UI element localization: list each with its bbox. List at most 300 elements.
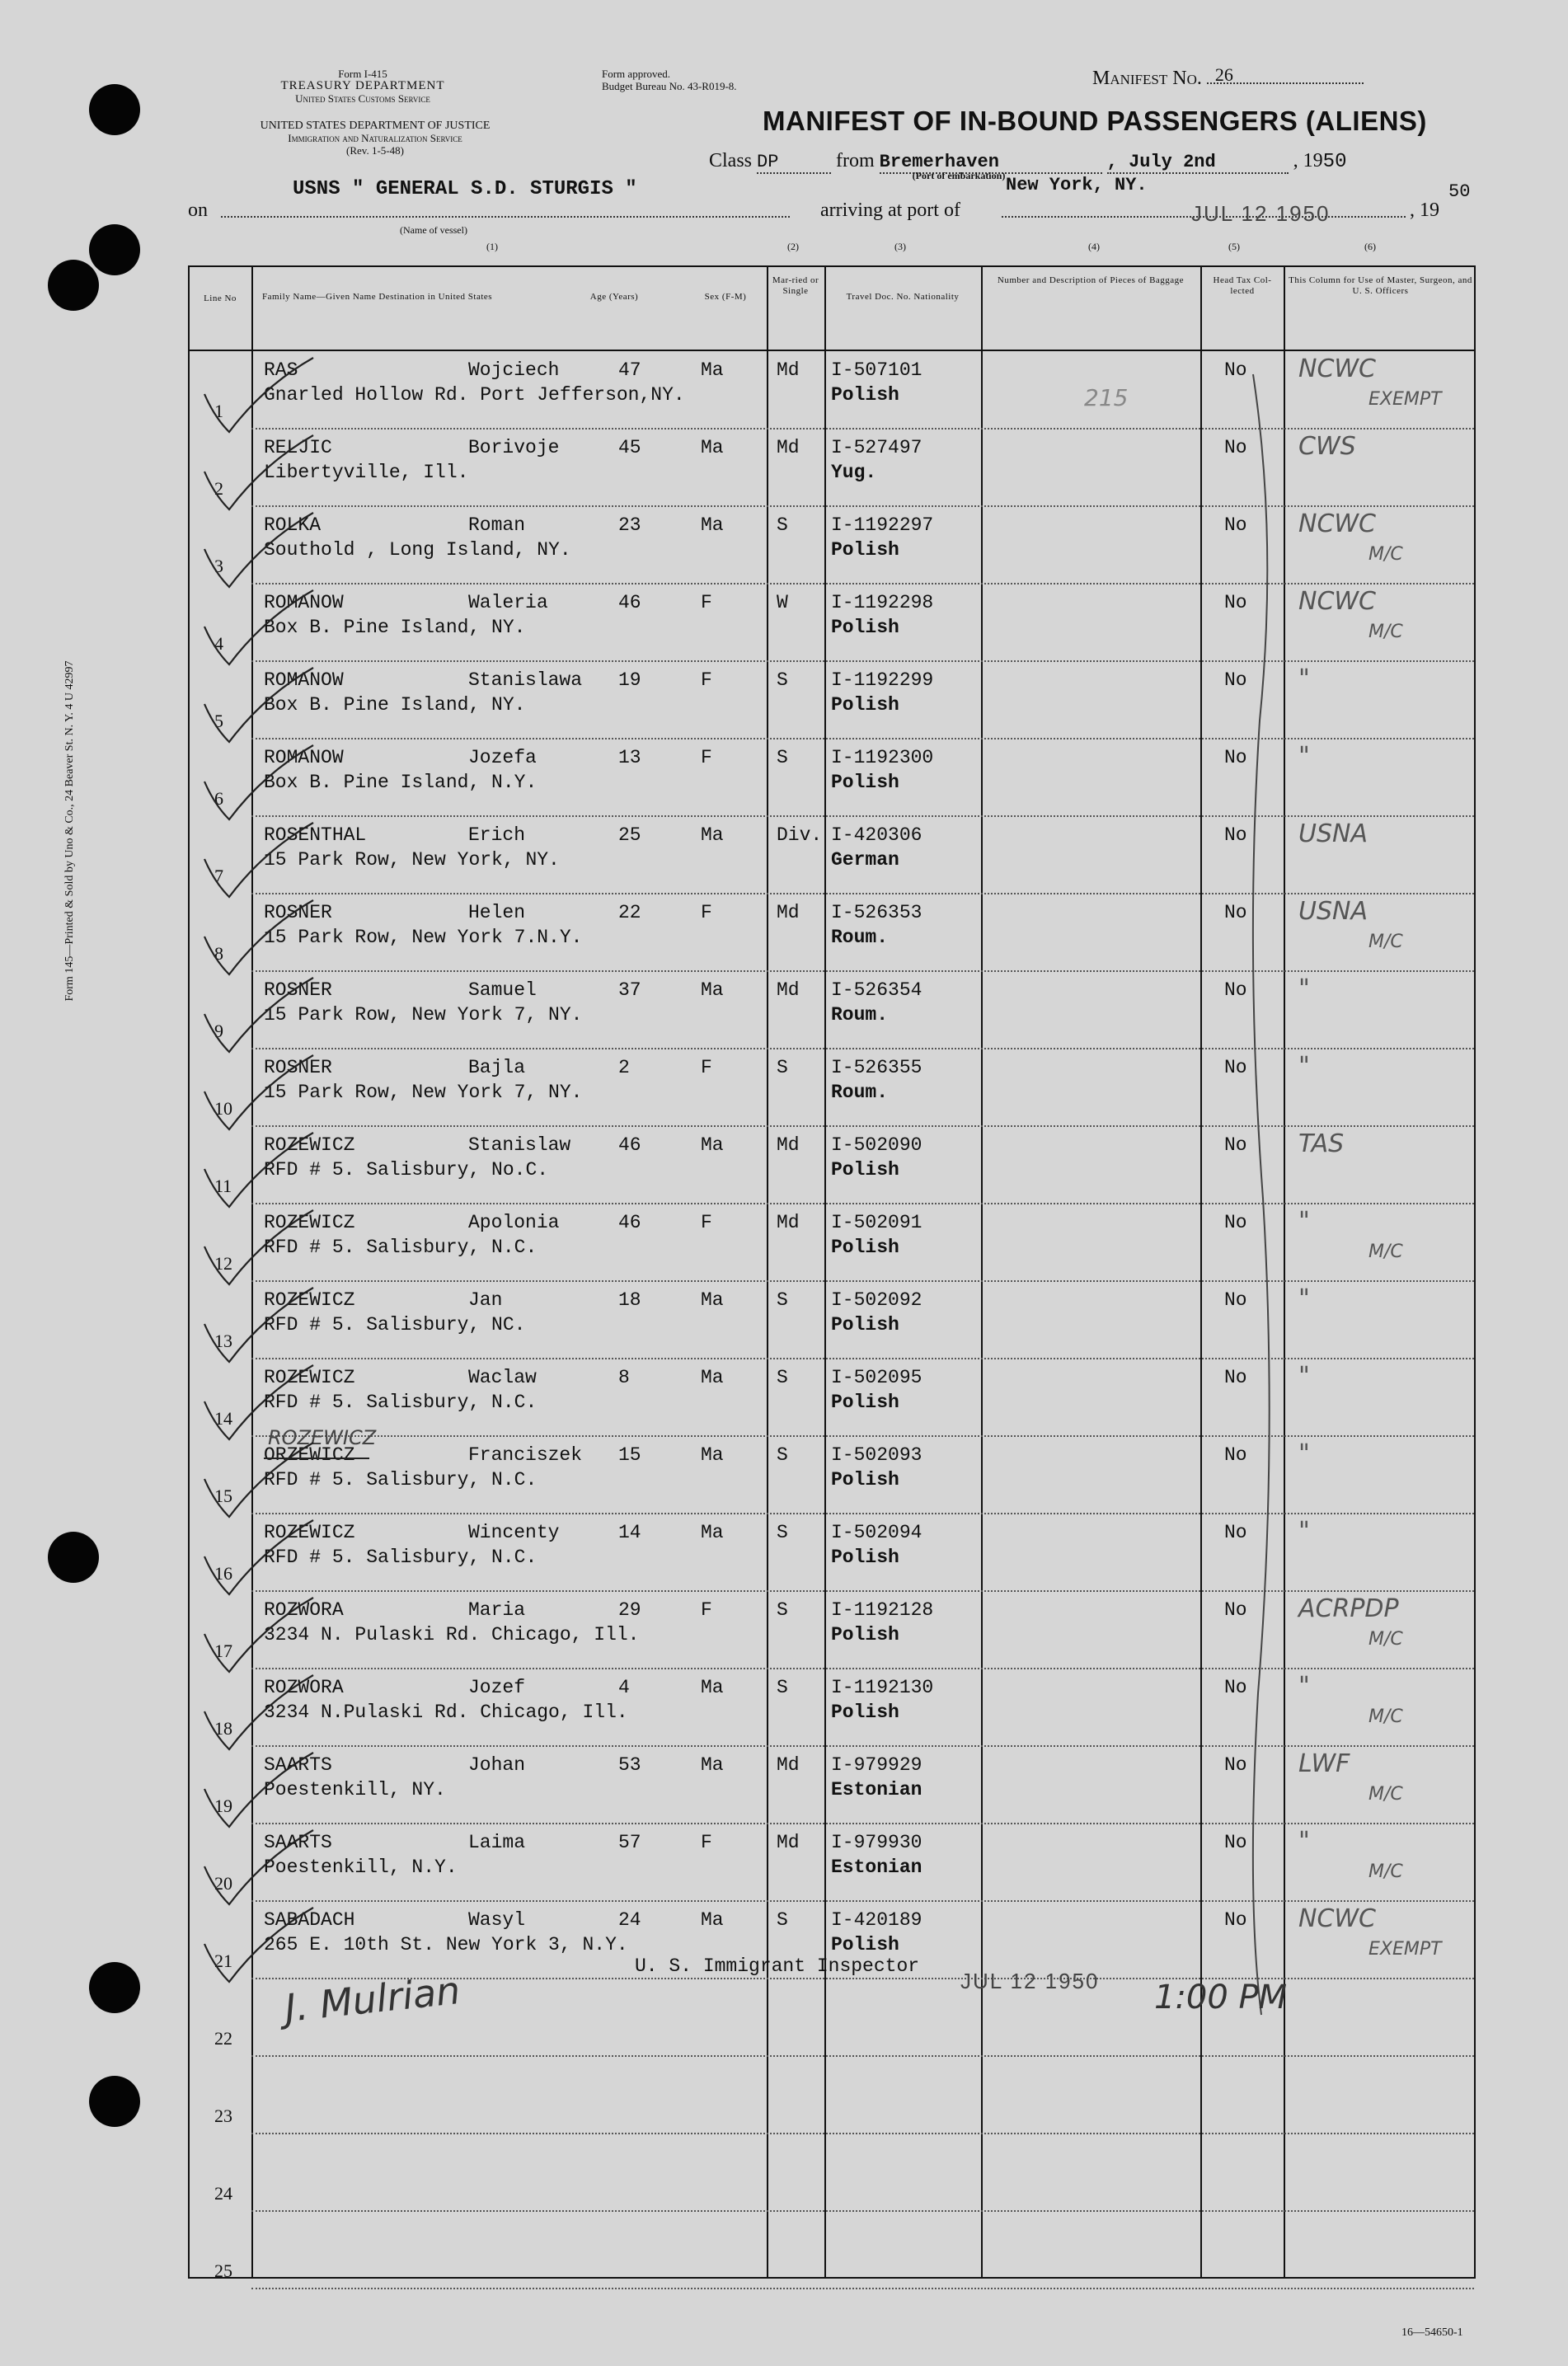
line-number: 17 — [214, 1641, 232, 1661]
family-name: ROZEWICZ — [264, 1289, 355, 1311]
family-name: ROSNER — [264, 1057, 332, 1078]
sex-value: Ma — [701, 824, 724, 846]
destination: RFD # 5. Salisbury, N.C. — [264, 1237, 538, 1258]
travel-doc-number: I-527497 — [831, 437, 922, 458]
destination: 3234 N.Pulaski Rd. Chicago, Ill. — [264, 1702, 628, 1723]
binder-hole — [48, 1532, 99, 1583]
sex-value: F — [701, 1832, 712, 1853]
destination: Poestenkill, NY. — [264, 1779, 446, 1800]
line-number: 24 — [214, 2183, 232, 2204]
destination: 3234 N. Pulaski Rd. Chicago, Ill. — [264, 1624, 640, 1645]
marital-status: Md — [777, 359, 800, 381]
line-number: 3 — [214, 556, 223, 576]
sex-value: Ma — [701, 1677, 724, 1698]
sex-value: F — [701, 669, 712, 691]
destination: RFD # 5. Salisbury, NC. — [264, 1314, 526, 1336]
nationality: Polish — [831, 694, 899, 716]
col-header-married: Mar-ried or Single — [772, 275, 819, 296]
age-value: 29 — [618, 1599, 641, 1621]
col-header-baggage: Number and Description of Pieces of Baggage — [997, 275, 1185, 285]
officer-note: " — [1298, 974, 1310, 1003]
sex-value: F — [701, 902, 712, 923]
age-value: 46 — [618, 592, 641, 613]
marital-status: S — [777, 1677, 788, 1698]
age-value: 47 — [618, 359, 641, 381]
form-number: Form I-415 — [338, 68, 387, 80]
given-name: Stanislaw — [468, 1134, 571, 1156]
head-tax-value: No — [1224, 1289, 1247, 1311]
marital-status: Md — [777, 1832, 800, 1853]
marital-status: W — [777, 592, 788, 613]
col-header-officers: This Column for Use of Master, Surgeon, and U. S. Officers — [1289, 275, 1472, 296]
given-name: Wojciech — [468, 359, 560, 381]
given-name: Franciszek — [468, 1444, 583, 1466]
marital-status: Md — [777, 979, 800, 1001]
family-name: ROZEWICZ — [264, 1134, 355, 1156]
officer-note: " — [1298, 1517, 1310, 1546]
family-name: ROSENTHAL — [264, 824, 367, 846]
empty-table-row — [190, 2213, 1474, 2289]
travel-doc-number: I-502092 — [831, 1289, 922, 1311]
age-value: 45 — [618, 437, 641, 458]
justice-department: UNITED STATES DEPARTMENT OF JUSTICE — [260, 120, 491, 132]
column-number-1: (1) — [486, 241, 498, 252]
age-value: 53 — [618, 1754, 641, 1776]
family-name: ROZEWICZ — [264, 1212, 355, 1233]
departure-date: July 2nd — [1129, 152, 1216, 172]
family-name: ROMANOW — [264, 747, 344, 768]
nationality: Polish — [831, 539, 899, 561]
travel-doc-number: I-507101 — [831, 359, 922, 381]
nationality: Roum. — [831, 927, 889, 948]
family-name: RELJIC — [264, 437, 332, 458]
head-tax-value: No — [1224, 747, 1247, 768]
travel-doc-number: I-502095 — [831, 1367, 922, 1388]
officer-note-2: M/C — [1368, 1706, 1403, 1727]
department: TREASURY DEPARTMENT — [280, 79, 445, 92]
head-tax-value: No — [1224, 669, 1247, 691]
given-name: Bajla — [468, 1057, 526, 1078]
column-number-4: (4) — [1088, 241, 1100, 252]
head-tax-value: No — [1224, 1599, 1247, 1621]
head-tax-value: No — [1224, 1367, 1247, 1388]
marital-status: S — [777, 514, 788, 536]
line-number: 13 — [214, 1331, 232, 1351]
age-value: 2 — [618, 1057, 630, 1078]
officer-note-2: M/C — [1368, 1242, 1403, 1262]
officer-note-2: M/C — [1368, 1861, 1403, 1882]
line-number: 18 — [214, 1718, 232, 1739]
travel-doc-number: I-526354 — [831, 979, 922, 1001]
col-header-sex: Sex (F-M) — [704, 292, 747, 302]
travel-doc-number: I-526353 — [831, 902, 922, 923]
sex-value: Ma — [701, 359, 724, 381]
vessel-name: USNS " GENERAL S.D. STURGIS " — [293, 178, 637, 200]
sex-value: Ma — [701, 1522, 724, 1543]
officer-note-2: M/C — [1368, 932, 1403, 952]
on-label: on — [188, 200, 208, 221]
sex-value: Ma — [701, 979, 724, 1001]
line-number: 20 — [214, 1873, 232, 1894]
binder-hole — [89, 224, 140, 275]
line-number: 8 — [214, 943, 223, 964]
officer-note: TAS — [1298, 1129, 1345, 1158]
family-name: ROSNER — [264, 902, 332, 923]
family-name: ROSNER — [264, 979, 332, 1001]
marital-status: Md — [777, 1212, 800, 1233]
nationality: Polish — [831, 1547, 899, 1568]
inspector-signature: J. Mulrian — [282, 1967, 462, 2031]
destination: Box B. Pine Island, NY. — [264, 694, 526, 716]
marital-status: S — [777, 1444, 788, 1466]
marital-status: S — [777, 1057, 788, 1078]
sex-value: Ma — [701, 1134, 724, 1156]
age-value: 46 — [618, 1134, 641, 1156]
destination: 15 Park Row, New York 7, NY. — [264, 1004, 583, 1026]
line-number: 1 — [214, 401, 223, 421]
head-tax-value: No — [1224, 902, 1247, 923]
arrival-year-value: 50 — [1448, 181, 1471, 202]
marital-status: Md — [777, 902, 800, 923]
nationality: Estonian — [831, 1779, 922, 1800]
justice-identity — [190, 120, 561, 157]
col-header-name: Family Name—Given Name Destination in United States — [262, 292, 493, 302]
sex-value: Ma — [701, 1909, 724, 1931]
marital-status: S — [777, 669, 788, 691]
line-number: 11 — [214, 1176, 232, 1196]
manifest-title: MANIFEST OF IN-BOUND PASSENGERS (ALIENS) — [763, 106, 1427, 136]
col-header-age: Age (Years) — [589, 292, 639, 302]
given-name: Laima — [468, 1832, 526, 1853]
family-name: ROZWORA — [264, 1599, 344, 1621]
destination: RFD # 5. Salisbury, N.C. — [264, 1392, 538, 1413]
sex-value: Ma — [701, 1754, 724, 1776]
marital-status: S — [777, 1522, 788, 1543]
family-name: ROZEWICZ — [264, 1367, 355, 1388]
column-number-6: (6) — [1364, 241, 1376, 252]
officer-note: NCWC — [1298, 509, 1376, 538]
officer-note-2: M/C — [1368, 622, 1403, 642]
nationality: Roum. — [831, 1082, 889, 1103]
given-name: Stanislawa — [468, 669, 583, 691]
given-name: Maria — [468, 1599, 526, 1621]
travel-doc-number: I-502093 — [831, 1444, 922, 1466]
given-name: Wincenty — [468, 1522, 560, 1543]
destination: Box B. Pine Island, NY. — [264, 617, 526, 638]
embark-note: (Port of embarkation) — [912, 170, 1006, 181]
given-name: Roman — [468, 514, 526, 536]
head-tax-value: No — [1224, 1909, 1247, 1931]
inspector-title: U. S. Immigrant Inspector — [635, 1955, 920, 1977]
empty-table-row — [190, 2135, 1474, 2212]
given-name: Jozef — [468, 1677, 526, 1698]
given-name: Wasyl — [468, 1909, 526, 1931]
ins-service: Immigration and Naturalization Service — [288, 132, 462, 144]
marital-status: Md — [777, 1134, 800, 1156]
class-value: DP — [757, 152, 779, 172]
destination: 15 Park Row, New York 7, NY. — [264, 1082, 583, 1103]
nationality: Polish — [831, 1702, 899, 1723]
travel-doc-number: I-979929 — [831, 1754, 922, 1776]
officer-note: " — [1298, 1052, 1310, 1081]
form-approved: Form approved. — [602, 68, 671, 80]
travel-doc-number: I-502091 — [831, 1212, 922, 1233]
line-number: 10 — [214, 1098, 232, 1119]
officer-note: LWF — [1298, 1749, 1350, 1778]
customs-service: United States Customs Service — [295, 92, 430, 105]
sex-value: Ma — [701, 514, 724, 536]
family-name: ORZEWICZ — [264, 1444, 355, 1466]
age-value: 46 — [618, 1212, 641, 1233]
travel-doc-number: I-526355 — [831, 1057, 922, 1078]
line-number: 4 — [214, 633, 223, 654]
age-value: 13 — [618, 747, 641, 768]
nationality: Polish — [831, 1314, 899, 1336]
travel-doc-number: I-420189 — [831, 1909, 922, 1931]
head-tax-value: No — [1224, 359, 1247, 381]
col-header-line: Line No — [204, 293, 237, 303]
destination: Southold , Long Island, NY. — [264, 539, 571, 561]
officer-note: NCWC — [1298, 587, 1376, 616]
officer-note: ACRPDP — [1298, 1594, 1399, 1623]
travel-doc-number: I-1192297 — [831, 514, 934, 536]
given-name: Samuel — [468, 979, 537, 1001]
destination: Libertyville, Ill. — [264, 462, 469, 483]
class-line: Class DP from Bremerhaven (Port of embarkation) , July 2nd , 1950 — [709, 150, 1347, 181]
head-tax-value: No — [1224, 592, 1247, 613]
arrival-year: , 19 — [1410, 200, 1439, 221]
nationality: Yug. — [831, 462, 877, 483]
destination: Box B. Pine Island, N.Y. — [264, 772, 538, 793]
officer-note-2: EXEMPT — [1368, 389, 1442, 410]
travel-doc-number: I-1192130 — [831, 1677, 934, 1698]
nationality: German — [831, 849, 899, 871]
inspection-time: 1:00 PM — [1154, 1979, 1288, 2016]
marital-status: S — [777, 747, 788, 768]
officer-note: " — [1298, 1827, 1310, 1856]
officer-note: " — [1298, 1284, 1310, 1313]
marital-status: S — [777, 1599, 788, 1621]
marital-status: S — [777, 1289, 788, 1311]
marital-status: S — [777, 1367, 788, 1388]
age-value: 8 — [618, 1367, 630, 1388]
given-name: Jan — [468, 1289, 503, 1311]
nationality: Polish — [831, 772, 899, 793]
destination: RFD # 5. Salisbury, N.C. — [264, 1547, 538, 1568]
line-number: 5 — [214, 711, 223, 731]
class-label: Class — [709, 150, 753, 171]
destination: RFD # 5. Salisbury, N.C. — [264, 1469, 538, 1490]
head-tax-value: No — [1224, 1057, 1247, 1078]
column-number-5: (5) — [1228, 241, 1240, 252]
given-name: Borivoje — [468, 437, 560, 458]
officer-note-2: EXEMPT — [1368, 1939, 1442, 1960]
baggage-count: 215 — [1084, 384, 1129, 411]
family-name: SAARTS — [264, 1754, 332, 1776]
age-value: 18 — [618, 1289, 641, 1311]
column-number-2: (2) — [787, 241, 799, 252]
travel-doc-number: I-502094 — [831, 1522, 922, 1543]
form-identity — [190, 68, 536, 105]
sex-value: F — [701, 592, 712, 613]
destination: Gnarled Hollow Rd. Port Jefferson,NY. — [264, 384, 685, 406]
footer-code: 16—54650-1 — [1401, 2326, 1463, 2339]
sex-value: F — [701, 1212, 712, 1233]
nationality: Polish — [831, 1237, 899, 1258]
given-name: Waleria — [468, 592, 548, 613]
officer-note: NCWC — [1298, 354, 1376, 383]
head-tax-value: No — [1224, 1444, 1247, 1466]
head-tax-value: No — [1224, 1522, 1247, 1543]
arrival-stamp: JUL 12 1950 — [1191, 201, 1331, 226]
printer-imprint: Form 145—Printed & Sold by Uno & Co., 24 Beaver St. N. Y. 4 U 42997 — [63, 660, 76, 1002]
head-tax-value: No — [1224, 437, 1247, 458]
budget-number: Budget Bureau No. 43-R019-8. — [602, 80, 737, 92]
officer-note-2: M/C — [1368, 544, 1403, 565]
binder-hole — [89, 1962, 140, 2013]
from-port: Bremerhaven — [879, 152, 999, 172]
family-name: ROZWORA — [264, 1677, 344, 1698]
destination: 265 E. 10th St. New York 3, N.Y. — [264, 1934, 628, 1955]
officer-note-2: M/C — [1368, 1629, 1403, 1650]
sex-value: Ma — [701, 1289, 724, 1311]
from-label: from — [836, 150, 875, 171]
officer-note: USNA — [1298, 819, 1368, 848]
family-name: ROLKA — [264, 514, 322, 536]
manifest-number-line — [1092, 64, 1364, 90]
age-value: 25 — [618, 824, 641, 846]
marital-status: Md — [777, 1754, 800, 1776]
given-name: Helen — [468, 902, 526, 923]
empty-table-row — [190, 2058, 1474, 2134]
officer-note-2: M/C — [1368, 1784, 1403, 1805]
line-number: 12 — [214, 1253, 232, 1274]
family-name: SABADACH — [264, 1909, 355, 1931]
travel-doc-number: I-1192300 — [831, 747, 934, 768]
travel-doc-number: I-979930 — [831, 1832, 922, 1853]
marital-status: S — [777, 1909, 788, 1931]
travel-doc-number: I-1192128 — [831, 1599, 934, 1621]
head-tax-value: No — [1224, 1677, 1247, 1698]
year-value: 50 — [1322, 151, 1347, 173]
line-number: 21 — [214, 1951, 232, 1971]
binder-hole — [89, 84, 140, 135]
manifest-number: 26 — [1214, 64, 1233, 85]
column-number-3: (3) — [894, 241, 906, 252]
family-name: ROZEWICZ — [264, 1522, 355, 1543]
sex-value: Ma — [701, 1367, 724, 1388]
line-number: 15 — [214, 1486, 232, 1506]
nationality: Roum. — [831, 1004, 889, 1026]
destination: RFD # 5. Salisbury, No.C. — [264, 1159, 549, 1181]
given-name: Apolonia — [468, 1212, 560, 1233]
head-tax-value: No — [1224, 1134, 1247, 1156]
head-tax-value: No — [1224, 1754, 1247, 1776]
manifest-label: Manifest No. — [1092, 68, 1202, 89]
age-value: 57 — [618, 1832, 641, 1853]
officer-note: CWS — [1298, 432, 1356, 461]
age-value: 22 — [618, 902, 641, 923]
age-value: 15 — [618, 1444, 641, 1466]
age-value: 14 — [618, 1522, 641, 1543]
line-number: 23 — [214, 2105, 232, 2126]
sex-value: F — [701, 1057, 712, 1078]
col-header-travel-doc: Travel Doc. No. Nationality — [846, 292, 960, 302]
line-number: 16 — [214, 1563, 232, 1584]
name-correction: ROZEWICZ — [268, 1426, 377, 1449]
destination: 15 Park Row, New York, NY. — [264, 849, 560, 871]
line-number: 19 — [214, 1796, 232, 1816]
given-name: Waclaw — [468, 1367, 537, 1388]
family-name: ROMANOW — [264, 592, 344, 613]
age-value: 23 — [618, 514, 641, 536]
age-value: 37 — [618, 979, 641, 1001]
line-number: 9 — [214, 1021, 223, 1041]
sex-value: F — [701, 1599, 712, 1621]
officer-note: " — [1298, 742, 1310, 771]
arriving-label: arriving at port of — [820, 200, 960, 221]
travel-doc-number: I-420306 — [831, 824, 922, 846]
col-header-head-tax: Head Tax Col-lected — [1213, 275, 1272, 296]
nationality: Polish — [831, 1392, 899, 1413]
line-number: 25 — [214, 2260, 232, 2281]
family-name: SAARTS — [264, 1832, 332, 1853]
nationality: Polish — [831, 1469, 899, 1490]
travel-doc-number: I-1192299 — [831, 669, 934, 691]
head-tax-value: No — [1224, 1832, 1247, 1853]
sex-value: F — [701, 747, 712, 768]
sex-value: Ma — [701, 1444, 724, 1466]
nationality: Polish — [831, 1159, 899, 1181]
tally-line-icon — [1228, 374, 1294, 2023]
nationality: Polish — [831, 384, 899, 406]
officer-note: USNA — [1298, 897, 1368, 926]
line-number: 14 — [214, 1408, 232, 1429]
year-prefix: 19 — [1303, 150, 1323, 171]
head-tax-value: No — [1224, 824, 1247, 846]
line-number: 2 — [214, 478, 223, 499]
destination: Poestenkill, N.Y. — [264, 1857, 458, 1878]
head-tax-value: No — [1224, 1212, 1247, 1233]
given-name: Jozefa — [468, 747, 537, 768]
given-name: Erich — [468, 824, 526, 846]
age-value: 19 — [618, 669, 641, 691]
head-tax-value: No — [1224, 979, 1247, 1001]
nationality: Estonian — [831, 1857, 922, 1878]
given-name: Johan — [468, 1754, 526, 1776]
sex-value: Ma — [701, 437, 724, 458]
officer-note: " — [1298, 1672, 1310, 1701]
binder-hole — [48, 260, 99, 311]
line-number: 6 — [214, 788, 223, 809]
marital-status: Md — [777, 437, 800, 458]
age-value: 4 — [618, 1677, 630, 1698]
officer-note: " — [1298, 1207, 1310, 1236]
destination: 15 Park Row, New York 7.N.Y. — [264, 927, 583, 948]
officer-note: " — [1298, 664, 1310, 693]
marital-status: Div. — [777, 824, 823, 846]
travel-doc-number: I-1192298 — [831, 592, 934, 613]
officer-note: " — [1298, 1362, 1310, 1391]
line-number: 7 — [214, 866, 223, 886]
nationality: Polish — [831, 1624, 899, 1645]
family-name: RAS — [264, 359, 298, 381]
arrival-port: New York, NY. — [1006, 175, 1148, 195]
line-number: 22 — [214, 2028, 232, 2049]
head-tax-value: No — [1224, 514, 1247, 536]
nationality: Polish — [831, 617, 899, 638]
travel-doc-number: I-502090 — [831, 1134, 922, 1156]
